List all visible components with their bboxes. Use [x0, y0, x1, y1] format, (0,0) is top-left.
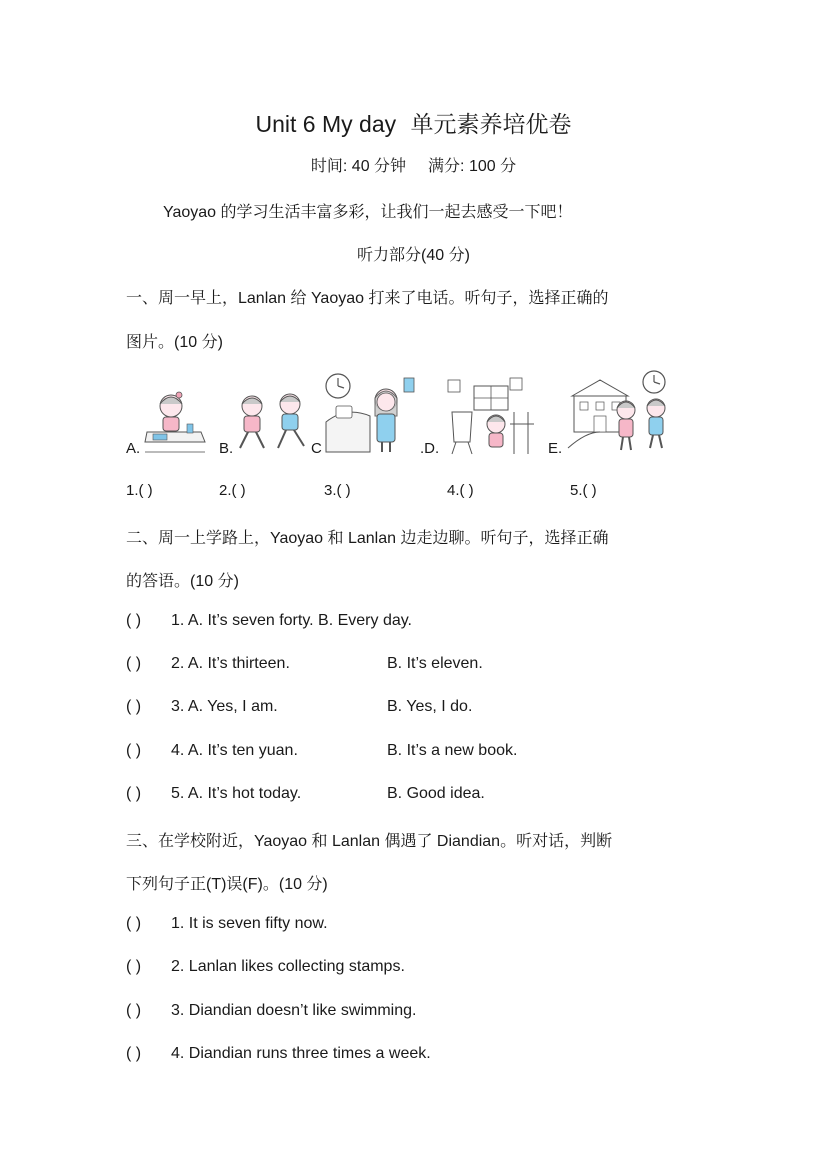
title-chinese: 单元素养培优卷 — [410, 112, 572, 138]
answer-blank-4[interactable]: 4.( ) — [447, 482, 474, 499]
answer-paren[interactable]: ( ) — [126, 915, 142, 932]
option-a: 5. A. It’s hot today. — [171, 785, 302, 802]
section2-instruction-line2: 的答语。(10 分) — [126, 573, 239, 590]
time-limit: 时间: 40 分钟 — [310, 158, 407, 175]
answer-blank-2[interactable]: 2.( ) — [219, 482, 246, 499]
statement-text: 2. Lanlan likes collecting stamps. — [171, 958, 405, 975]
picture-label-d: .D. — [420, 440, 440, 457]
option-b: B. Yes, I do. — [387, 698, 473, 715]
picture-label-a: A. — [126, 440, 141, 457]
answer-blank-5[interactable]: 5.( ) — [570, 482, 597, 499]
section3-instruction-line1: 三、在学校附近，Yaoyao 和 Lanlan 偶遇了 Diandian。听对话，判断 — [126, 833, 613, 850]
girls-at-school-icon — [566, 370, 674, 456]
answer-paren[interactable]: ( ) — [126, 1002, 142, 1019]
answer-paren[interactable]: ( ) — [126, 958, 142, 975]
answer-paren[interactable]: ( ) — [126, 742, 142, 759]
answer-paren[interactable]: ( ) — [126, 1045, 142, 1062]
girl-drawing-icon — [143, 388, 207, 454]
option-a: 4. A. It’s ten yuan. — [171, 742, 298, 759]
exam-info — [0, 153, 827, 176]
answer-paren[interactable]: ( ) — [126, 698, 142, 715]
option-b: B. It’s a new book. — [387, 742, 518, 759]
answer-paren[interactable]: ( ) — [126, 612, 142, 629]
section3-instruction-line2: 下列句子正(T)误(F)。(10 分) — [126, 876, 328, 893]
section2-instruction-line1: 二、周一上学路上，Yaoyao 和 Lanlan 边走边聊。听句子，选择正确 — [126, 530, 609, 547]
option-a: 3. A. Yes, I am. — [171, 698, 278, 715]
girl-waking-up-icon — [322, 372, 418, 456]
option-b: B. It’s eleven. — [387, 655, 483, 672]
statement-text: 1. It is seven fifty now. — [171, 915, 328, 932]
option-b: B. Good idea. — [387, 785, 485, 802]
section1-instruction-line2: 图片。(10 分) — [126, 334, 223, 351]
answer-blank-3[interactable]: 3.( ) — [324, 482, 351, 499]
answer-paren[interactable]: ( ) — [126, 785, 142, 802]
page-title — [0, 106, 827, 139]
picture-label-e: E. — [548, 440, 563, 457]
part-title: 听力部分(40 分) — [357, 247, 470, 264]
girls-running-icon — [234, 392, 312, 454]
section1-instruction-line1: 一、周一早上，Lanlan 给 Yaoyao 打来了电话。听句子，选择正确的 — [126, 290, 609, 307]
answer-blank-1[interactable]: 1.( ) — [126, 482, 153, 499]
option-a: 2. A. It’s thirteen. — [171, 655, 290, 672]
answer-paren[interactable]: ( ) — [126, 655, 142, 672]
title-english: Unit 6 My day — [255, 111, 397, 137]
picture-label-b: B. — [219, 440, 234, 457]
question-text: 1. A. It’s seven forty. B. Every day. — [171, 612, 412, 629]
girl-painting-icon — [444, 376, 544, 456]
intro-text: Yaoyao 的学习生活丰富多彩，让我们一起去感受一下吧！ — [163, 204, 573, 221]
statement-text: 4. Diandian runs three times a week. — [171, 1045, 431, 1062]
full-score: 满分: 100 分 — [428, 158, 517, 175]
statement-text: 3. Diandian doesn’t like swimming. — [171, 1002, 417, 1019]
picture-label-c: C — [311, 440, 322, 457]
